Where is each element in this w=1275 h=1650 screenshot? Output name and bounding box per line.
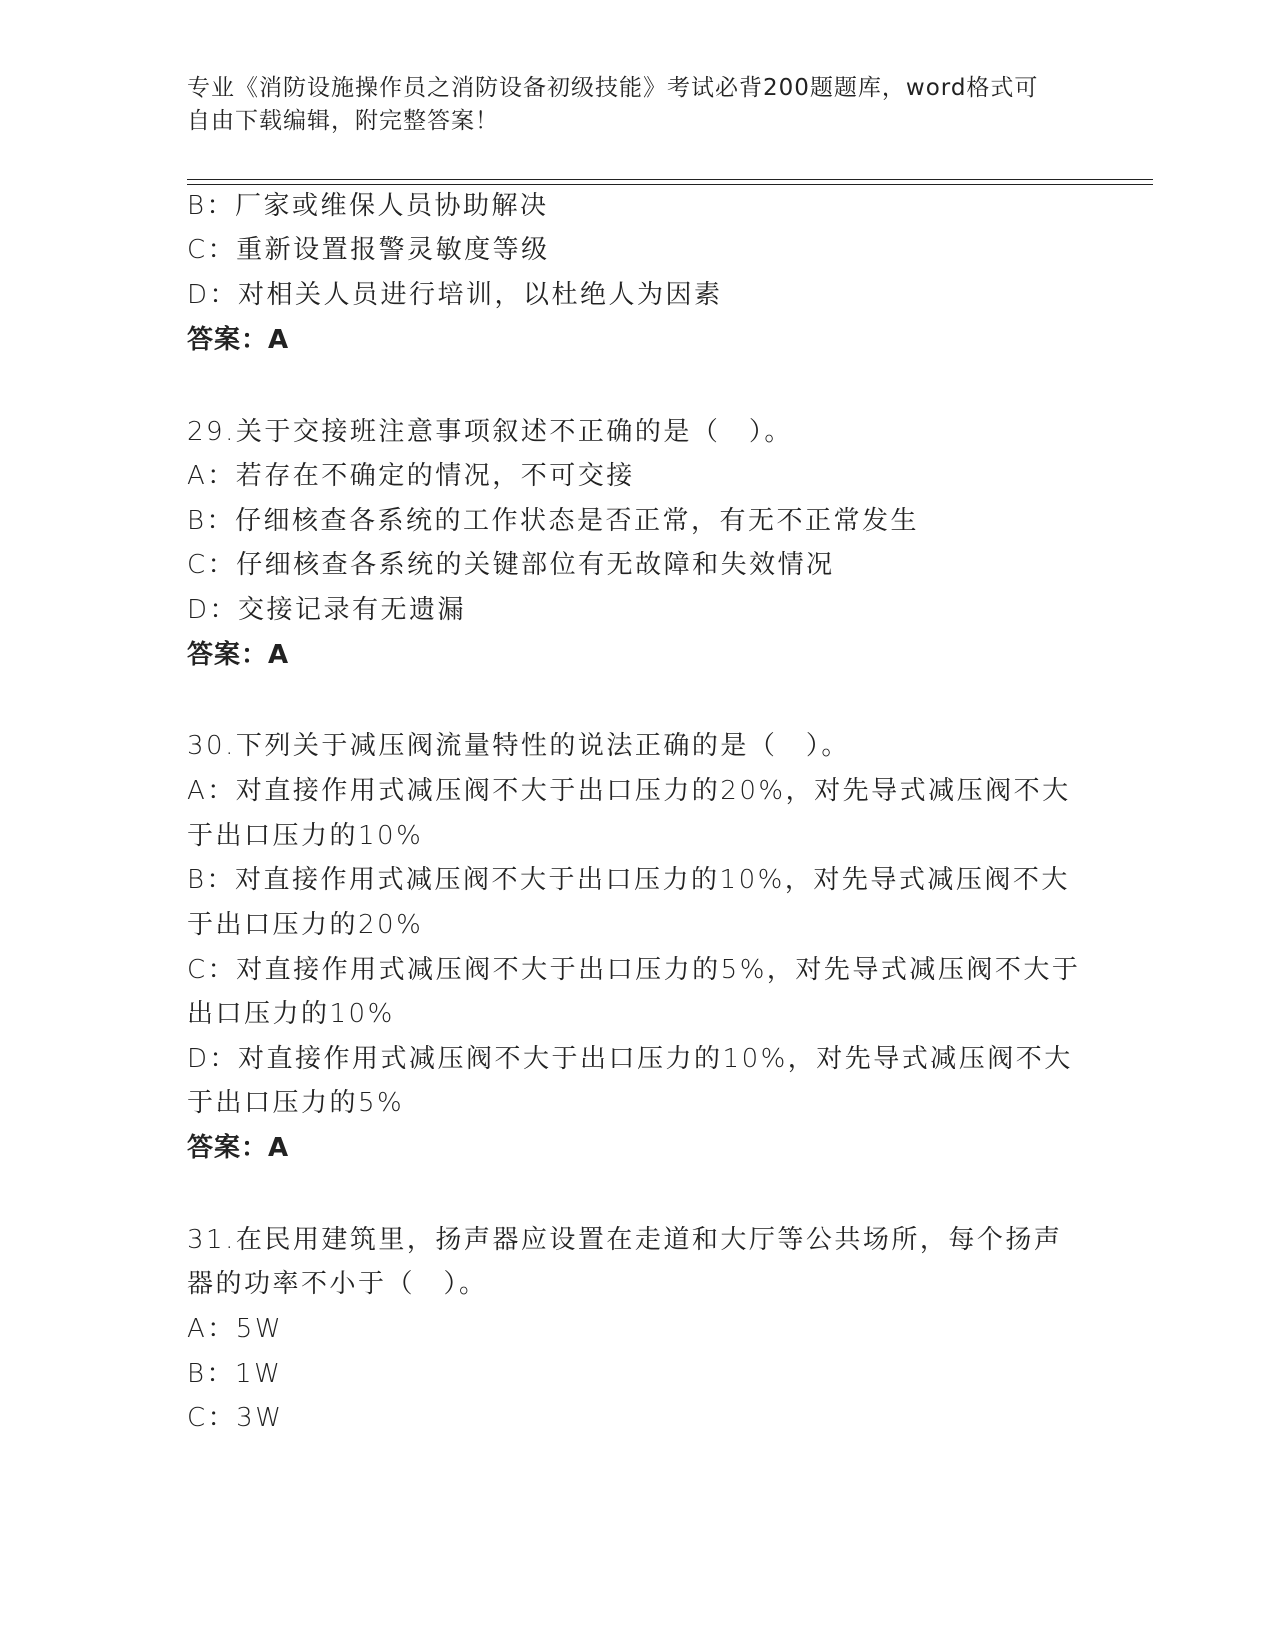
q31-option-c: C：3W: [187, 1403, 284, 1433]
q30-option-a-line-1: A：对直接作用式减压阀不大于出口压力的20%，对先导式减压阀不大: [187, 776, 1071, 806]
q30-option-b-line-2: 于出口压力的20%: [187, 910, 424, 940]
q29-question: 29.关于交接班注意事项叙述不正确的是（ ）。: [187, 417, 793, 447]
q29-option-c: C：仔细核查各系统的关键部位有无故障和失效情况: [187, 550, 835, 580]
q30-option-d-line-1: D：对直接作用式减压阀不大于出口压力的10%，对先导式减压阀不大: [187, 1044, 1073, 1074]
q28-option-d: D：对相关人员进行培训，以杜绝人为因素: [187, 280, 723, 310]
q31-question-line-2: 器的功率不小于（ ）。: [187, 1269, 488, 1299]
q30-option-a-line-2: 于出口压力的10%: [187, 821, 424, 851]
header-line-2: 自由下载编辑，附完整答案！: [187, 108, 499, 134]
q31-option-b: B：1W: [187, 1359, 283, 1389]
q29-option-a: A：若存在不确定的情况，不可交接: [187, 461, 635, 491]
header-line-1: 专业《消防设施操作员之消防设备初级技能》考试必背200题题库，word格式可: [187, 75, 1039, 101]
q31-question-line-1: 31.在民用建筑里，扬声器应设置在走道和大厅等公共场所，每个扬声: [187, 1225, 1063, 1255]
q28-answer: 答案：A: [187, 325, 290, 355]
q29-answer: 答案：A: [187, 640, 290, 670]
q28-option-c: C：重新设置报警灵敏度等级: [187, 235, 550, 265]
q28-option-b: B：厂家或维保人员协助解决: [187, 191, 549, 221]
q30-option-d-line-2: 于出口压力的5%: [187, 1088, 405, 1118]
document-header: [187, 72, 1067, 138]
q29-option-b: B：仔细核查各系统的工作状态是否正常，有无不正常发生: [187, 506, 920, 536]
q30-answer: 答案：A: [187, 1133, 290, 1163]
q30-option-c-line-1: C：对直接作用式减压阀不大于出口压力的5%，对先导式减压阀不大于: [187, 955, 1081, 985]
q31-option-a: A：5W: [187, 1314, 284, 1344]
header-divider-top: [187, 179, 1153, 180]
q30-option-b-line-1: B：对直接作用式减压阀不大于出口压力的10%，对先导式减压阀不大: [187, 865, 1070, 895]
q29-option-d: D：交接记录有无遗漏: [187, 595, 467, 625]
q30-option-c-line-2: 出口压力的10%: [187, 999, 395, 1029]
q30-question: 30.下列关于减压阀流量特性的说法正确的是（ ）。: [187, 731, 850, 761]
header-divider-bottom: [187, 184, 1153, 185]
